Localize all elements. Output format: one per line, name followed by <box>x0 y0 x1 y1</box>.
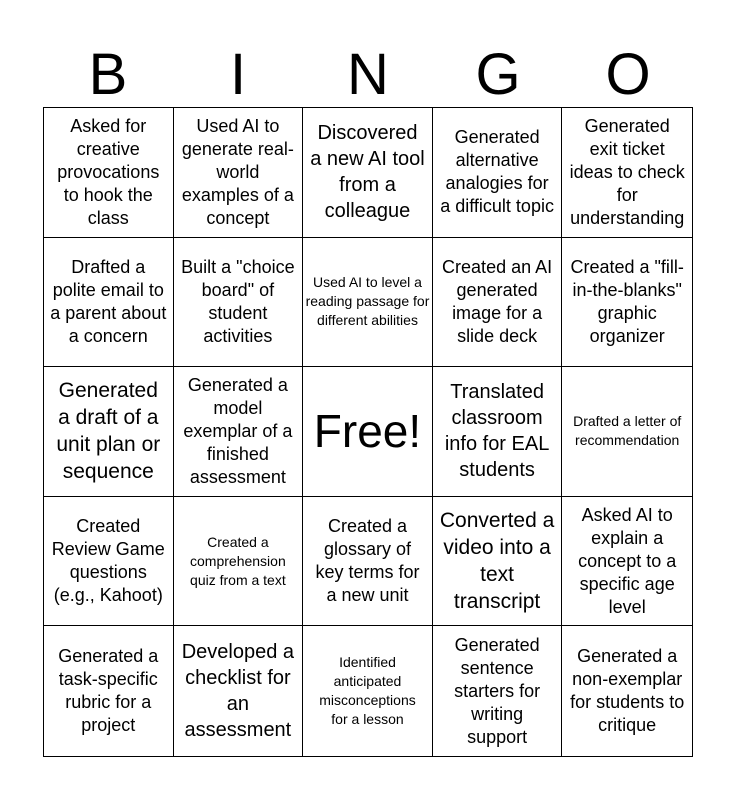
cell-text: Built a "choice board" of student activities <box>181 256 295 346</box>
cell-text: Generated alternative analogies for a difficult topic <box>440 127 554 217</box>
bingo-cell-r5c3[interactable] <box>303 626 433 756</box>
cell-text: Created a comprehension quiz from a text <box>190 533 286 588</box>
cell-text: Used AI to generate real-world examples of a concept <box>181 115 294 228</box>
bingo-cell-r4c1[interactable] <box>44 497 174 627</box>
cell-text: Used AI to level a reading passage for different abilities <box>305 274 430 329</box>
bingo-cell-r2c1[interactable] <box>44 238 174 368</box>
bingo-cell-r1c3[interactable] <box>303 108 433 238</box>
cell-text: Generated a model exemplar of a finished assessment <box>183 374 293 487</box>
cell-text: Generated sentence starters for writing support <box>454 634 541 747</box>
bingo-cell-r2c3[interactable] <box>303 238 433 368</box>
bingo-cell-r4c5[interactable] <box>562 497 692 627</box>
header-letter-i: I <box>229 42 247 107</box>
bingo-cell-r4c3[interactable] <box>303 497 433 627</box>
bingo-cell-r5c2[interactable] <box>174 626 304 756</box>
cell-text: Asked AI to explain a concept to a specific age level <box>578 504 677 617</box>
bingo-cell-r5c4[interactable] <box>433 626 563 756</box>
cell-text: Converted a video into a text transcript <box>439 509 555 614</box>
header-letter-n: N <box>347 42 389 107</box>
bingo-cell-r2c5[interactable] <box>562 238 692 368</box>
cell-text: Drafted a letter of recommendation <box>573 413 682 449</box>
header-letter-o: O <box>605 42 651 107</box>
cell-text: Created a "fill-in-the-blanks" graphic organizer <box>570 256 684 346</box>
cell-text: Generated a task-specific rubric for a project <box>58 646 159 736</box>
bingo-cell-r1c5[interactable] <box>562 108 692 238</box>
free-space-text: Free! <box>313 405 422 458</box>
bingo-cell-r4c4[interactable] <box>433 497 563 627</box>
bingo-cell-r4c2[interactable] <box>174 497 304 627</box>
cell-text: Generated a non-exemplar for students to critique <box>570 646 685 736</box>
bingo-grid <box>43 107 693 757</box>
bingo-cell-r3c1[interactable] <box>44 367 174 497</box>
bingo-header <box>43 44 693 106</box>
cell-text: Created Review Game questions (e.g., Kahoot) <box>51 516 165 606</box>
cell-text: Developed a checklist for an assessment <box>181 641 295 742</box>
bingo-cell-r1c1[interactable] <box>44 108 174 238</box>
header-letter-b: B <box>88 42 128 107</box>
cell-text: Asked for creative provocations to hook the class <box>57 115 160 228</box>
bingo-cell-r5c1[interactable] <box>44 626 174 756</box>
bingo-cell-r2c4[interactable] <box>433 238 563 368</box>
bingo-cell-r5c5[interactable] <box>562 626 692 756</box>
bingo-cell-r1c4[interactable] <box>433 108 563 238</box>
cell-text: Generated a draft of a unit plan or sequence <box>56 379 161 484</box>
bingo-cell-r3c5[interactable] <box>562 367 692 497</box>
cell-text: Translated classroom info for EAL students <box>444 381 550 482</box>
bingo-cell-free[interactable] <box>303 367 433 497</box>
cell-text: Created an AI generated image for a slide deck <box>442 256 553 346</box>
bingo-cell-r1c2[interactable] <box>174 108 304 238</box>
cell-text: Discovered a new AI tool from a colleague <box>310 122 425 223</box>
bingo-cell-r3c4[interactable] <box>433 367 563 497</box>
bingo-cell-r2c2[interactable] <box>174 238 304 368</box>
cell-text: Created a glossary of key terms for a new unit <box>315 516 420 606</box>
cell-text: Drafted a polite email to a parent about a concern <box>50 256 167 346</box>
bingo-cell-r3c2[interactable] <box>174 367 304 497</box>
header-letter-g: G <box>475 42 521 107</box>
cell-text: Generated exit ticket ideas to check for understanding <box>569 115 685 228</box>
cell-text: Identified anticipated misconceptions for a lesson <box>319 654 416 728</box>
